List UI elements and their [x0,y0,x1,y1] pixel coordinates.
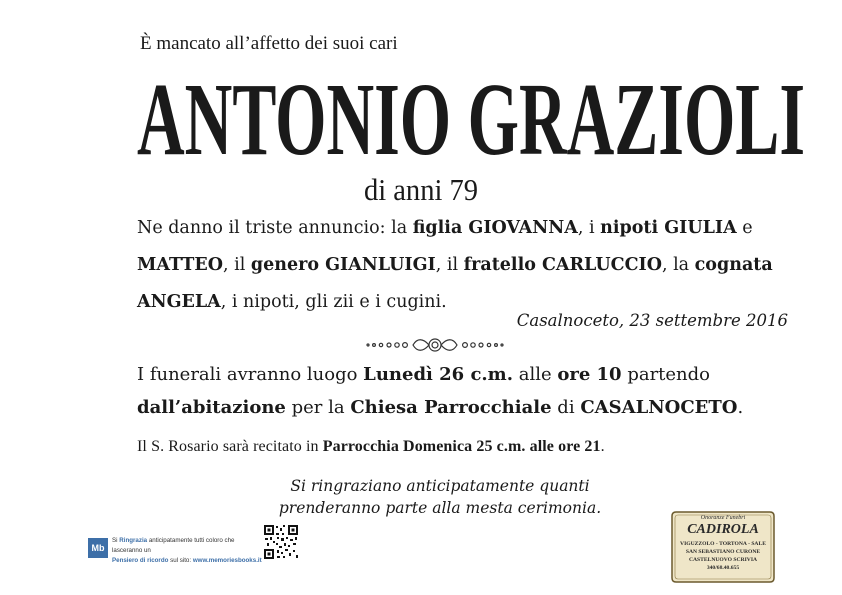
qr-code-icon[interactable] [263,524,299,560]
announcement-text: e [736,218,753,238]
thanks-note [240,475,640,519]
funeral-text: alle [512,364,558,385]
relative-genero: genero GIANLUIGI [250,255,436,275]
funeral-text: . [737,397,744,418]
announcement-text: , la [661,255,695,275]
relative-matteo: MATTEO [137,255,223,275]
deceased-name-text: ANTONIO GRAZIOLI [137,70,805,170]
funeral-text: partendo [621,364,711,385]
funeral-hour: ore 10 [557,364,622,385]
memoriesbooks-note [112,536,262,566]
deceased-name [137,70,807,170]
funeral-text: di [551,397,581,418]
badge-locations: CASTELNUOVO SCRIVIA [688,557,758,563]
announcement-text: , i [577,218,601,238]
funeral-home-badge [670,510,776,584]
announcement-text: , i nipoti, gli zii e i cugini. [220,292,447,312]
funeral-day: Lunedì 26 c.m. [363,364,513,385]
badge-locations: VIGUZZOLO - TORTONA - SALE [680,541,766,547]
funeral-departure: dall’abitazione [137,397,286,418]
announcement-text: , il [435,255,464,275]
place-date: Casalnoceto, 23 settembre 2016 [516,311,788,330]
footer-site-link[interactable]: www.memoriesbooks.it [192,557,262,564]
badge-subtitle: Onoranze Funebri [700,515,746,521]
rosary-detail: Parrocchia Domenica 25 c.m. alle ore 21 [322,438,601,455]
relative-figlia: figlia GIOVANNA [412,218,578,238]
relative-nipoti: nipoti GIULIA [600,218,737,238]
footer-bold: Pensiero di ricordo [112,557,169,564]
funeral-text: I funerali avranno luogo [137,364,364,385]
badge-name: CADIROLA [687,522,759,537]
funeral-paragraph [137,358,827,424]
badge-phone: 340/68.40.655 [706,565,740,571]
footer-bold: Ringrazia [119,537,148,544]
rosary-text: Il S. Rosario sarà recitato in [137,438,323,455]
footer-text: anticipatamente tutti coloro che lasceranno un [112,537,235,554]
thanks-line: Si ringraziano anticipatamente quanti [290,477,590,495]
funeral-church: Chiesa Parrocchiale [350,397,552,418]
relative-fratello: fratello CARLUCCIO [463,255,662,275]
announcement-text: , il [223,255,251,275]
relative-cognata: cognata [694,255,773,275]
announcement-paragraph [137,210,817,321]
badge-locations: SAN SEBASTIANO CURONE [685,549,761,555]
footer-text: sul sito: [168,557,193,564]
intro-text: È mancato all’affetto dei suoi cari [140,33,398,54]
rosary-text: . [600,438,605,455]
ornament-divider-icon [365,334,505,356]
announcement-text: Ne danno il triste annuncio: la [137,218,413,238]
footer-text: Si [112,537,118,544]
thanks-line: prenderanno parte alla mesta cerimonia. [278,499,602,517]
relative-angela: ANGELA [137,292,221,312]
memoriesbooks-logo-icon: Mb [88,538,108,558]
age-line: di anni 79 [363,172,479,207]
rosary-line [137,438,605,456]
funeral-text: per la [285,397,351,418]
funeral-town: CASALNOCETO [580,397,738,418]
